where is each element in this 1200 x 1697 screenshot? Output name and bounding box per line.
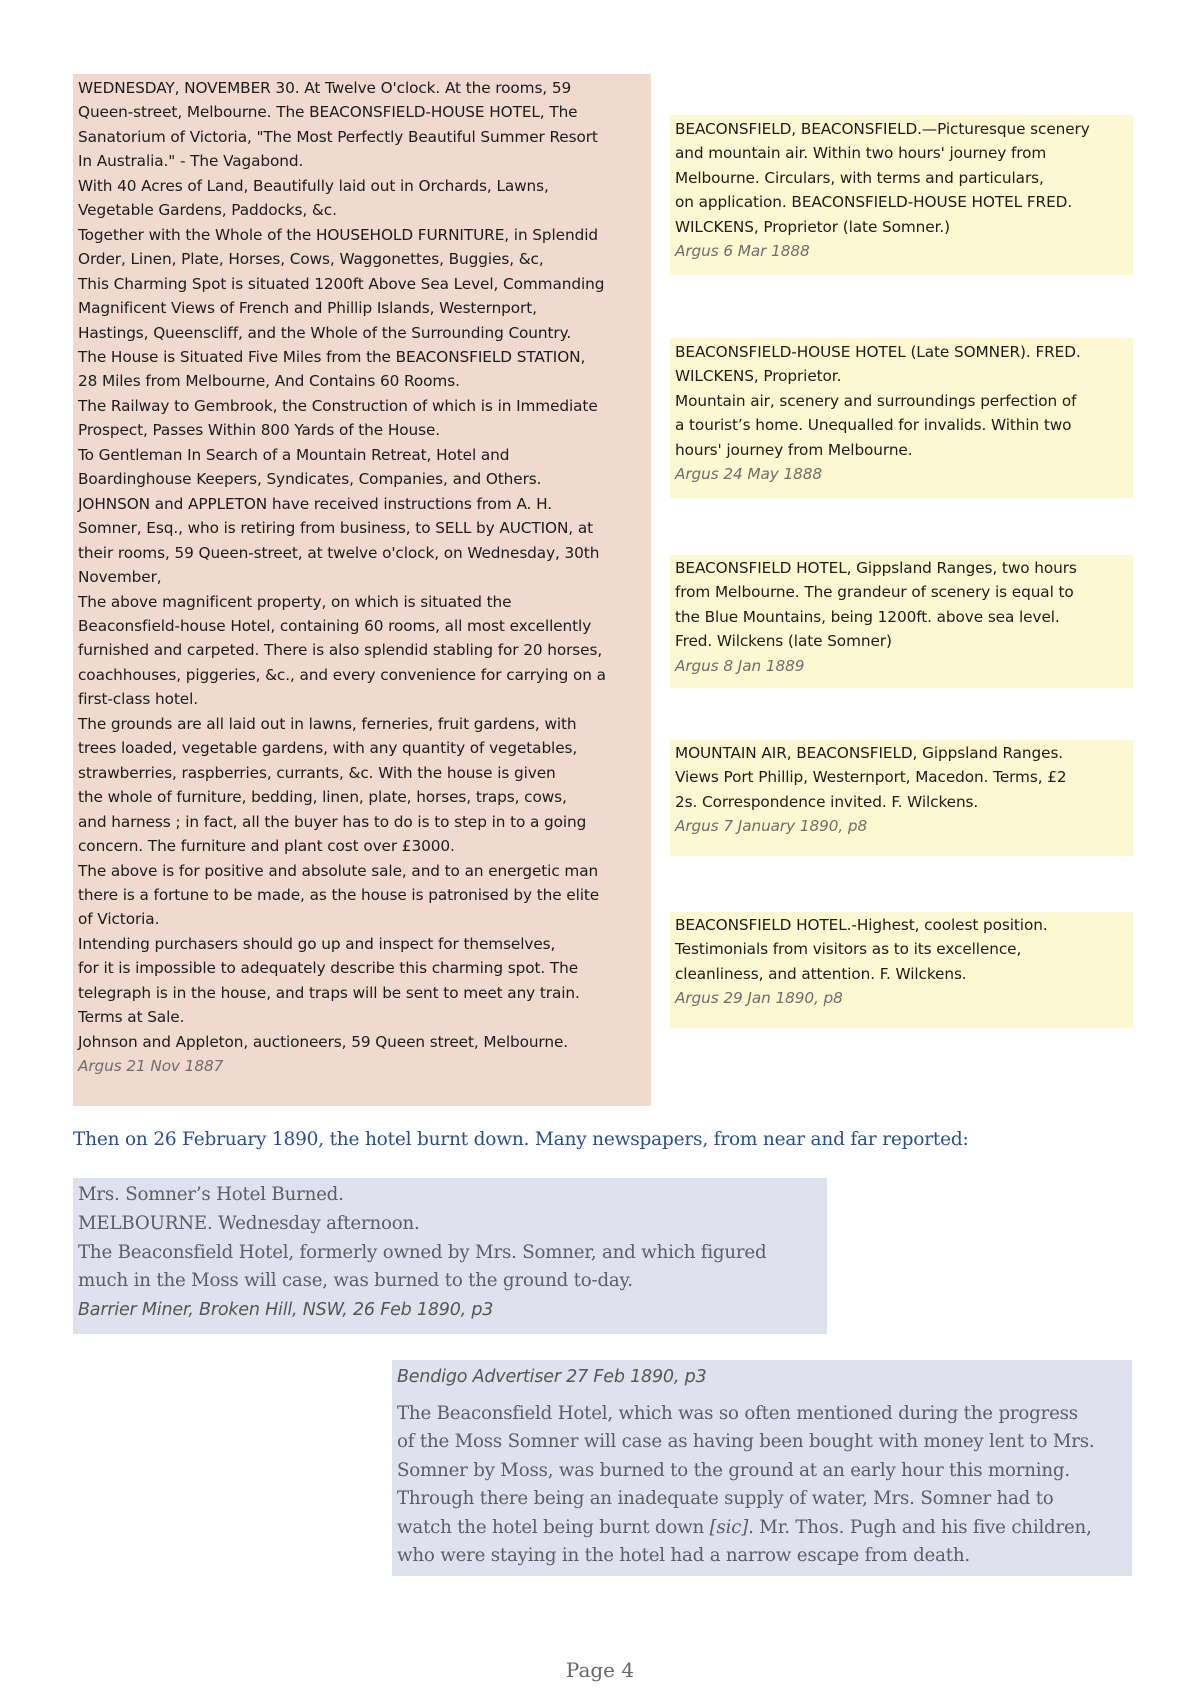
ad-line: of Victoria. xyxy=(78,910,160,929)
article-line: MELBOURNE. Wednesday afternoon. xyxy=(78,1212,420,1234)
classified-ad xyxy=(670,555,1133,688)
ad-line: the Blue Mountains, being 1200ft. above sea level. xyxy=(675,607,1060,626)
ad-line: This Charming Spot is situated 1200ft Above Sea Level, Commanding xyxy=(78,274,605,293)
ad-line: Sanatorium of Victoria, "The Most Perfectly Beautiful Summer Resort xyxy=(78,127,598,146)
classified-ad xyxy=(670,338,1133,498)
article-source: Bendigo Advertiser 27 Feb 1890, p3 xyxy=(397,1367,707,1387)
classified-ad xyxy=(670,115,1133,275)
ad-line: for it is impossible to adequately describe this charming spot. The xyxy=(78,959,579,978)
ad-line: MOUNTAIN AIR, BEACONSFIELD, Gippsland Ranges. xyxy=(675,744,1064,762)
ad-line: and mountain air. Within two hours' journey from xyxy=(675,144,1047,163)
ad-source: Argus 8 Jan 1889 xyxy=(675,656,805,675)
ad-line: cleanliness, and attention. F. Wilckens. xyxy=(675,964,967,983)
ad-line: first-class hotel. xyxy=(78,690,199,709)
ad-line: Views Port Phillip, Westernport, Macedon. Terms, £2 xyxy=(675,768,1067,787)
ad-line: Testimonials from visitors as to its excellence, xyxy=(675,940,1022,959)
auction-advertisement xyxy=(73,74,651,1106)
ad-line: Somner, Esq., who is retiring from business, to SELL by AUCTION, at xyxy=(78,519,594,538)
ad-line: trees loaded, vegetable gardens, with any quantity of vegetables, xyxy=(78,739,578,758)
article-line: Through there being an inadequate supply of water, Mrs. Somner had to xyxy=(397,1488,1054,1509)
ad-line: Terms at Sale. xyxy=(78,1008,185,1027)
article-line: of the Moss Somner will case as having been bought with money lent to Mrs. xyxy=(397,1431,1095,1452)
ad-line: The above magnificent property, on which is situated the xyxy=(78,592,512,611)
ad-line: from Melbourne. The grandeur of scenery is equal to xyxy=(675,583,1074,602)
ad-line: Order, Linen, Plate, Horses, Cows, Waggonettes, Buggies, &c, xyxy=(78,250,544,269)
article-line: The Beaconsfield Hotel, which was so often mentioned during the progress xyxy=(397,1402,1078,1424)
ad-line: Melbourne. Circulars, with terms and particulars, xyxy=(675,168,1044,187)
ad-line: and harness ; in fact, all the buyer has to do is to step in to a going xyxy=(78,812,587,831)
ad-source: Argus 29 Jan 1890, p8 xyxy=(675,989,843,1008)
ad-line: their rooms, 59 Queen-street, at twelve o'clock, on Wednesday, 30th xyxy=(78,543,600,562)
article-line: The Beaconsfield Hotel, formerly owned by Mrs. Somner, and which figured xyxy=(78,1241,767,1263)
ad-line: Prospect, Passes Within 800 Yards of the House. xyxy=(78,421,441,440)
ad-line: The Railway to Gembrook, the Construction of which is in Immediate xyxy=(78,396,598,415)
ad-line: Boardinghouse Keepers, Syndicates, Companies, and Others. xyxy=(78,470,542,489)
ad-line: Magnificent Views of French and Phillip Islands, Westernport, xyxy=(78,299,537,318)
ad-line: WILCKENS, Proprietor. xyxy=(675,367,842,386)
ad-source: Argus 21 Nov 1887 xyxy=(78,1057,224,1076)
ad-line: concern. The furniture and plant cost over £3000. xyxy=(78,837,455,856)
ad-line: BEACONSFIELD HOTEL.-Highest, coolest position. xyxy=(675,916,1048,934)
ad-line: JOHNSON and APPLETON have received instructions from A. H. xyxy=(78,494,552,513)
ad-line: With 40 Acres of Land, Beautifully laid out in Orchards, Lawns, xyxy=(78,176,549,195)
ad-line: Vegetable Gardens, Paddocks, &c. xyxy=(78,201,337,220)
ad-source: Argus 6 Mar 1888 xyxy=(675,242,810,261)
article-body xyxy=(397,1400,1127,1514)
ad-line: on application. BEACONSFIELD-HOUSE HOTEL FRED. xyxy=(675,193,1073,212)
ad-line: the whole of furniture, bedding, linen, plate, horses, traps, cows, xyxy=(78,788,567,807)
ad-line: BEACONSFIELD HOTEL, Gippsland Ranges, two hours xyxy=(675,559,1077,577)
ad-line: Beaconsfield-house Hotel, containing 60 rooms, all most excellently xyxy=(78,616,592,635)
ad-line: WILCKENS, Proprietor (late Somner.) xyxy=(675,217,951,236)
ad-line: furnished and carpeted. There is also splendid stabling for 20 horses, xyxy=(78,641,603,660)
section-intro-text: Then on 26 February 1890, the hotel burnt down. Many newspapers, from near and far reported: xyxy=(73,1129,969,1150)
classified-ad xyxy=(670,912,1133,1028)
sic-note: [sic] xyxy=(709,1516,749,1538)
article-line: much in the Moss will case, was burned to the ground to-day. xyxy=(78,1270,633,1292)
barrier-miner-article xyxy=(73,1178,827,1334)
ad-line: 2s. Correspondence invited. F. Wilckens. xyxy=(675,792,979,811)
ad-source: Argus 7 January 1890, p8 xyxy=(675,817,868,836)
ad-line: Hastings, Queenscliff, and the Whole of the Surrounding Country. xyxy=(78,323,572,342)
ad-line: coachhouses, piggeries, &c., and every convenience for carrying on a xyxy=(78,665,606,684)
article-text: watch the hotel being burnt down xyxy=(397,1516,710,1538)
classified-ad xyxy=(670,740,1133,856)
bendigo-advertiser-article xyxy=(392,1360,1132,1576)
article-line xyxy=(397,1514,1127,1543)
ad-line: telegraph is in the house, and traps will be sent to meet any train. xyxy=(78,983,580,1002)
article-line: Mrs. Somner’s Hotel Burned. xyxy=(78,1184,344,1205)
ad-line: strawberries, raspberries, currants, &c. With the house is given xyxy=(78,763,556,782)
ad-line: hours' journey from Melbourne. xyxy=(675,440,913,459)
ad-line: there is a fortune to be made, as the house is patronised by the elite xyxy=(78,885,600,904)
ad-line: Intending purchasers should go up and inspect for themselves, xyxy=(78,934,556,953)
ad-line: Queen-street, Melbourne. The BEACONSFIELD-HOUSE HOTEL, The xyxy=(78,103,578,122)
ad-line: Mountain air, scenery and surroundings perfection of xyxy=(675,391,1077,410)
ad-line: BEACONSFIELD-HOUSE HOTEL (Late SOMNER). FRED. xyxy=(675,343,1081,361)
ad-line: a tourist’s home. Unequalled for invalids. Within two xyxy=(675,416,1072,435)
ad-line: To Gentleman In Search of a Mountain Retreat, Hotel and xyxy=(78,445,510,464)
ad-source: Argus 24 May 1888 xyxy=(675,465,823,484)
ad-line: November, xyxy=(78,568,162,587)
article-line: Somner by Moss, was burned to the ground at an early hour this morning. xyxy=(397,1459,1070,1481)
ad-line: 28 Miles from Melbourne, And Contains 60 Rooms. xyxy=(78,372,460,391)
article-text: . Mr. Thos. Pugh and his five children, xyxy=(748,1516,1092,1538)
ad-line: The grounds are all laid out in lawns, ferneries, fruit gardens, with xyxy=(78,714,577,733)
ad-line: WEDNESDAY, NOVEMBER 30. At Twelve O'clock. At the rooms, 59 xyxy=(78,79,572,97)
ad-line: In Australia." - The Vagabond. xyxy=(78,152,304,171)
article-line: who were staying in the hotel had a narrow escape from death. xyxy=(397,1545,970,1566)
ad-source: Barrier Miner, Broken Hill, NSW, 26 Feb 1890, p3 xyxy=(78,1300,494,1321)
ad-line: Together with the Whole of the HOUSEHOLD FURNITURE, in Splendid xyxy=(78,225,598,244)
ad-line: BEACONSFIELD, BEACONSFIELD.—Picturesque scenery xyxy=(675,120,1090,138)
ad-line: Johnson and Appleton, auctioneers, 59 Queen street, Melbourne. xyxy=(78,1032,569,1051)
ad-line: The above is for positive and absolute sale, and to an energetic man xyxy=(78,861,599,880)
page-number: Page 4 xyxy=(565,1658,635,1682)
ad-line: The House is Situated Five Miles from the BEACONSFIELD STATION, xyxy=(78,347,586,366)
ad-line: Fred. Wilckens (late Somner) xyxy=(675,632,892,651)
